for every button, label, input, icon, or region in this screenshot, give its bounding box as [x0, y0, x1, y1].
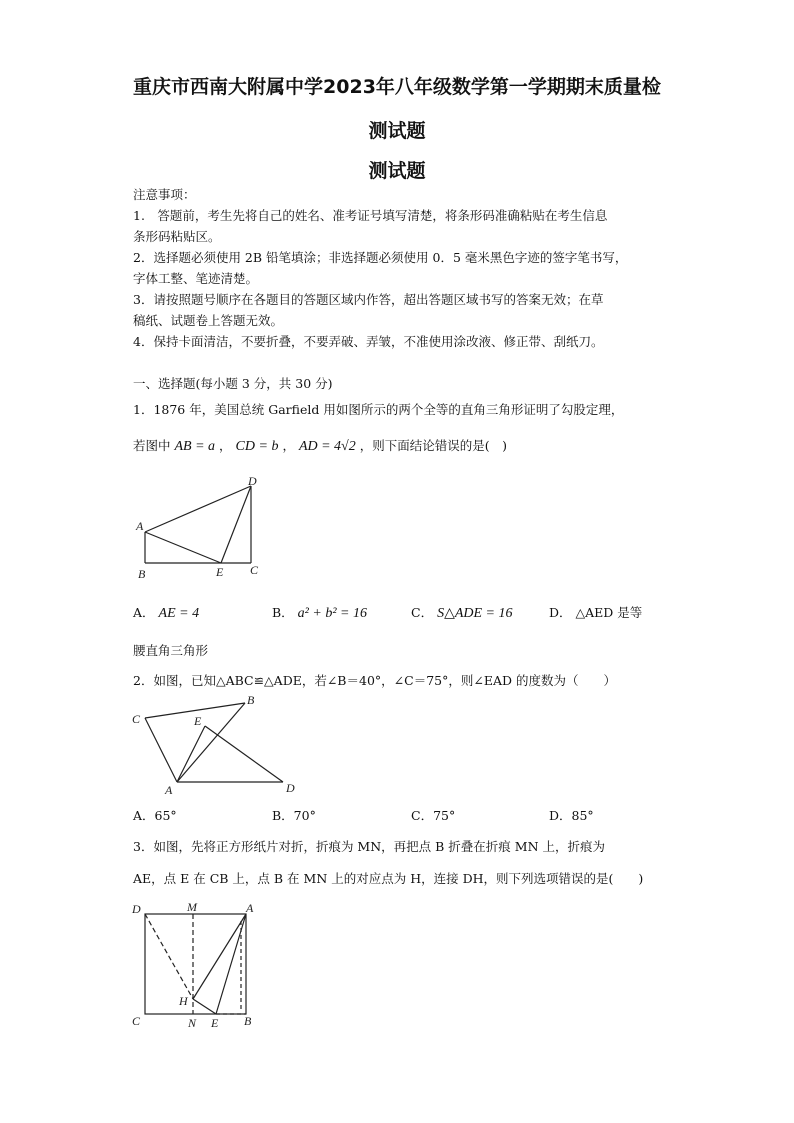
q2-label-e: E	[194, 714, 202, 728]
q2-seg-ca	[145, 718, 177, 782]
q1-option-a[interactable]	[133, 603, 199, 622]
q2-label-b: B	[247, 693, 255, 707]
notice-line: 2．选择题必须使用 2B 铅笔填涂；非选择题必须使用 0．5 毫米黑色字迹的签字笔书写，	[133, 250, 628, 265]
q1-figure	[120, 468, 280, 586]
q2-label-a: A	[165, 783, 173, 797]
q1-option-b[interactable]	[272, 603, 367, 622]
q1-stem-line1: 1．1876 年，美国总统 Garfield 用如图所示的两个全等的直角三角形证明了勾股定理，	[133, 402, 624, 417]
q2-option-c[interactable]: C．75°	[411, 808, 456, 823]
q2-option-d[interactable]: D．85°	[549, 808, 594, 823]
notice-line: 字体工整、笔迹清楚。	[133, 271, 259, 286]
q2-option-a[interactable]: A．65°	[133, 808, 177, 823]
q1-option-b-text: a² + b² = 16	[297, 606, 367, 621]
q1-label-b: B	[138, 567, 146, 581]
q3-label-a: A	[246, 901, 254, 915]
q1-stem-post: ，则下面结论错误的是( )	[359, 438, 507, 453]
q3-seg-dh	[145, 914, 193, 999]
q1-option-c-letter: C．	[411, 605, 434, 620]
q1-math-ab: AB = a	[174, 439, 216, 454]
q1-stem-pre: 若图中	[133, 438, 171, 453]
q3-label-m: M	[187, 900, 197, 914]
q1-sep: ，	[219, 438, 232, 453]
q1-sep: ，	[282, 438, 295, 453]
notice-heading: 注意事项：	[133, 187, 196, 202]
page-subtitle: 测试题	[368, 160, 426, 182]
q2-seg-ed	[205, 726, 283, 782]
page-title: 重庆市西南大附属中学2023年八年级数学第一学期期末质量检	[133, 76, 661, 98]
q1-math-ad: AD = 4√2	[298, 439, 356, 454]
q3-stem-line2: AE，点 E 在 CB 上，点 B 在 MN 上的对应点为 H，连接 DH，则下列选项错误的是( )	[133, 871, 644, 886]
q1-label-d: D	[248, 474, 257, 488]
notice-line: 1. 答题前，考生先将自己的姓名、准考证号填写清楚，将条形码准确粘贴在考生信息	[133, 208, 608, 223]
notice-line: 条形码粘贴区。	[133, 229, 221, 244]
q1-math-cd: CD = b	[235, 439, 279, 454]
q1-option-c[interactable]	[411, 603, 513, 622]
q2-label-d: D	[286, 781, 295, 795]
q2-option-b[interactable]: B．70°	[272, 808, 316, 823]
q1-option-c-text: S△ADE = 16	[437, 606, 513, 621]
q3-label-n: N	[188, 1016, 197, 1030]
q2-seg-ab	[177, 703, 245, 782]
q1-label-c: C	[250, 563, 259, 577]
q3-figure	[125, 895, 270, 1035]
section-heading: 一、选择题(每小题 3 分，共 30 分)	[133, 376, 333, 391]
q3-label-h: H	[179, 994, 188, 1008]
notice-line: 3．请按照题号顺序在各题目的答题区域内作答，超出答题区域书写的答案无效；在草	[133, 292, 604, 307]
q1-seg-ad	[145, 486, 251, 532]
q1-option-d-cont: 腰直角三角形	[133, 643, 209, 658]
q1-label-e: E	[216, 565, 224, 579]
q3-label-d: D	[132, 902, 141, 916]
q2-stem: 2．如图，已知△ABC≌△ADE，若∠B＝40°，∠C＝75°，则∠EAD 的度数为（ ）	[133, 673, 616, 688]
q3-label-e: E	[211, 1016, 219, 1030]
q3-stem-line1: 3．如图，先将正方形纸片对折，折痕为 MN，再把点 B 折叠在折痕 MN 上，折痕为	[133, 839, 605, 854]
q2-figure	[120, 690, 310, 802]
q1-option-d[interactable]	[549, 603, 642, 621]
notice-line: 4．保持卡面清洁，不要折叠，不要弄破、弄皱，不准使用涂改液、修正带、刮纸刀。	[133, 334, 604, 349]
q3-label-c: C	[132, 1014, 141, 1028]
q1-seg-ae	[145, 532, 221, 563]
q1-option-a-letter: A．	[133, 605, 155, 620]
q1-label-a: A	[136, 519, 144, 533]
q2-label-c: C	[132, 712, 141, 726]
q3-seg-he	[193, 999, 216, 1014]
q1-stem-line2	[133, 436, 507, 455]
q1-option-d-text: △AED 是等	[575, 605, 643, 620]
q3-label-b: B	[244, 1014, 252, 1028]
q1-option-d-letter: D．	[549, 605, 572, 620]
q3-seg-ah	[193, 914, 246, 999]
q1-option-b-letter: B．	[272, 605, 294, 620]
page-title-cont: 测试题	[368, 120, 426, 142]
q1-option-a-text: AE = 4	[158, 606, 200, 621]
notice-line: 稿纸、试题卷上答题无效。	[133, 313, 284, 328]
